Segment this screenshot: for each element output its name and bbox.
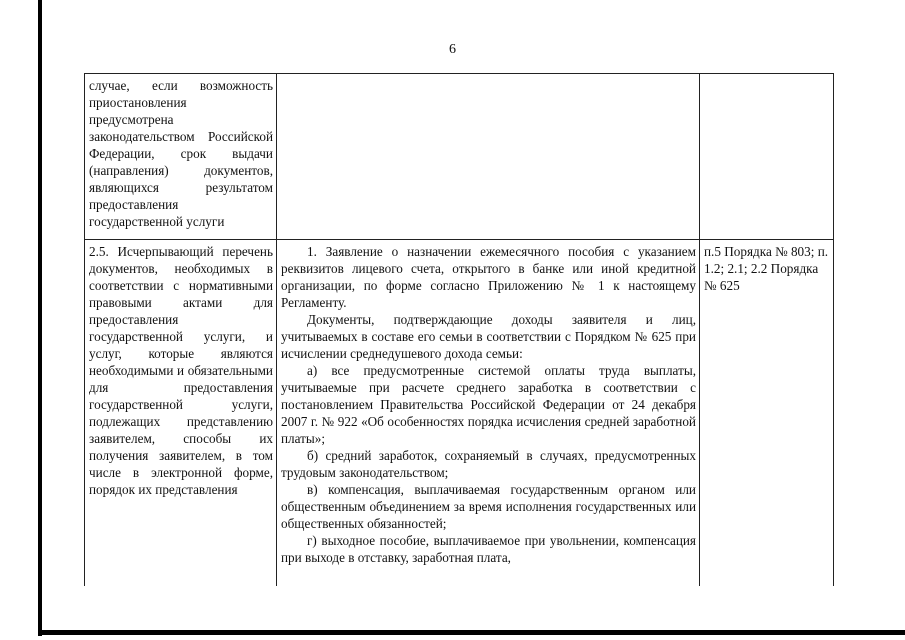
paragraph: Документы, подтверждающие доходы заявителя и лиц, учитываемых в составе его семьи в соответствии с Порядком № 625 при исчислении среднедушевого дохода семьи: bbox=[281, 312, 696, 361]
table-row bbox=[85, 240, 834, 587]
page-frame-left-border bbox=[38, 0, 42, 636]
page-number: 6 bbox=[449, 42, 456, 57]
table-row bbox=[85, 74, 834, 240]
table-cell-content bbox=[277, 74, 700, 240]
paragraph: а) все предусмотренные системой оплаты труда выплаты, учитываемые при расчете среднего заработка в соответствии с постановлением Правительства Российской Федерации от 24 декабря 2007 г. № 922 «Об особенностях порядка исчисления средней заработной платы»; bbox=[281, 363, 696, 446]
page-frame-bottom-border bbox=[38, 630, 905, 635]
paragraph: г) выходное пособие, выплачиваемое при увольнении, компенсация при выходе в отставку, заработная плата, bbox=[281, 533, 696, 565]
paragraph: в) компенсация, выплачиваемая государственным органом или общественным объединением за время исполнения государственных или общественных обязанностей; bbox=[281, 482, 696, 531]
table-cell-content bbox=[277, 240, 700, 587]
paragraph: б) средний заработок, сохраняемый в случаях, предусмотренных трудовым законодательством; bbox=[281, 448, 696, 480]
paragraph: 1. Заявление о назначении ежемесячного пособия с указанием реквизитов лицевого счета, открытого в банке или иной кредитной организации, по форме согласно Приложению № 1 к настоящему Регламенту. bbox=[281, 244, 696, 310]
table-cell-reference bbox=[700, 74, 834, 240]
regulation-table bbox=[84, 73, 834, 586]
table-cell-reference: п.5 Порядка № 803; п. 1.2; 2.1; 2.2 Порядка № 625 bbox=[700, 240, 834, 587]
table-cell-requirement: случае, если возможность приостановления предусмотрена законодательством Российской Федерации, срок выдачи (направления) документов, являющихся результатом предоставления государственной услуги bbox=[85, 74, 277, 240]
table-cell-requirement: 2.5. Исчерпывающий перечень документов, необходимых в соответствии с нормативными правовыми актами для предоставления государственной услуги, и услуг, которые являются необходимыми и обязательными для предоставления государственной услуги, подлежащих представлению заявителем, способы их получения заявителем, в том числе в электронной форме, порядок их представления bbox=[85, 240, 277, 587]
